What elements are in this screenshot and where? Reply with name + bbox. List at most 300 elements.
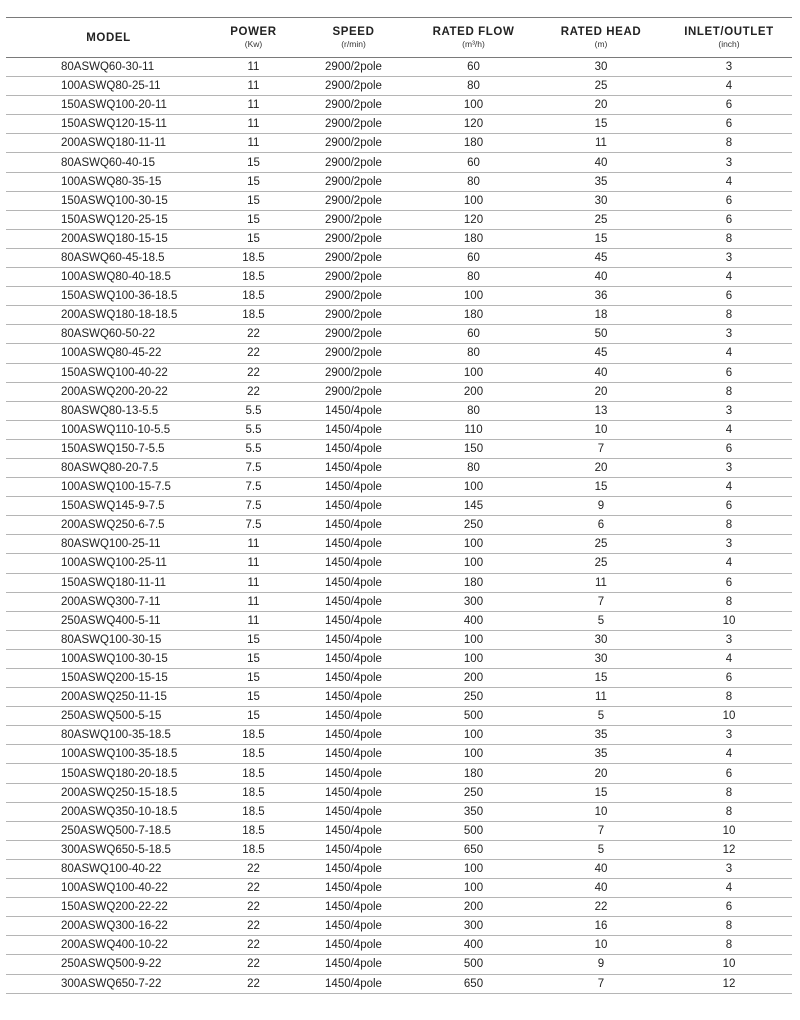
- cell-power: 11: [211, 96, 296, 115]
- cell-model: 150ASWQ180-11-11: [6, 573, 211, 592]
- cell-model: 100ASWQ80-35-15: [6, 172, 211, 191]
- table-row: [6, 382, 792, 401]
- cell-model: 150ASWQ180-20-18.5: [6, 764, 211, 783]
- table-row: [6, 439, 792, 458]
- cell-model: 150ASWQ200-15-15: [6, 669, 211, 688]
- table-row: [6, 707, 792, 726]
- cell-model: 100ASWQ100-35-18.5: [6, 745, 211, 764]
- cell-inlet-outlet: 8: [666, 229, 792, 248]
- cell-speed: 1450/4pole: [296, 535, 411, 554]
- table-row: [6, 344, 792, 363]
- header-inlet-outlet: [666, 18, 792, 58]
- cell-rated-head: 45: [536, 248, 666, 267]
- table-row: [6, 745, 792, 764]
- table-row: [6, 363, 792, 382]
- cell-power: 18.5: [211, 287, 296, 306]
- table-row: [6, 497, 792, 516]
- cell-speed: 2900/2pole: [296, 153, 411, 172]
- table-row: [6, 821, 792, 840]
- cell-speed: 1450/4pole: [296, 936, 411, 955]
- cell-speed: 1450/4pole: [296, 554, 411, 573]
- cell-rated-head: 20: [536, 764, 666, 783]
- cell-power: 18.5: [211, 306, 296, 325]
- cell-power: 11: [211, 592, 296, 611]
- cell-rated-flow: 250: [411, 688, 536, 707]
- cell-speed: 1450/4pole: [296, 898, 411, 917]
- cell-inlet-outlet: 4: [666, 879, 792, 898]
- cell-model: 200ASWQ300-16-22: [6, 917, 211, 936]
- header-label: MODEL: [86, 31, 131, 44]
- table-row: [6, 917, 792, 936]
- cell-rated-flow: 350: [411, 802, 536, 821]
- cell-rated-head: 7: [536, 439, 666, 458]
- header-unit: (m): [594, 39, 608, 49]
- cell-speed: 2900/2pole: [296, 191, 411, 210]
- cell-rated-flow: 180: [411, 306, 536, 325]
- cell-power: 22: [211, 325, 296, 344]
- cell-inlet-outlet: 6: [666, 669, 792, 688]
- cell-rated-head: 6: [536, 516, 666, 535]
- table-row: [6, 172, 792, 191]
- cell-rated-head: 30: [536, 649, 666, 668]
- cell-power: 15: [211, 153, 296, 172]
- cell-rated-flow: 500: [411, 821, 536, 840]
- cell-inlet-outlet: 3: [666, 726, 792, 745]
- cell-inlet-outlet: 8: [666, 592, 792, 611]
- cell-model: 80ASWQ80-20-7.5: [6, 458, 211, 477]
- cell-model: 80ASWQ60-45-18.5: [6, 248, 211, 267]
- cell-rated-head: 15: [536, 229, 666, 248]
- cell-speed: 2900/2pole: [296, 134, 411, 153]
- header-label: RATED FLOW: [432, 26, 515, 38]
- cell-speed: 1450/4pole: [296, 859, 411, 878]
- cell-inlet-outlet: 3: [666, 153, 792, 172]
- cell-power: 18.5: [211, 783, 296, 802]
- cell-rated-head: 30: [536, 191, 666, 210]
- table-row: [6, 592, 792, 611]
- header-unit: (inch): [718, 39, 740, 49]
- cell-rated-head: 25: [536, 77, 666, 96]
- cell-power: 22: [211, 936, 296, 955]
- cell-power: 15: [211, 688, 296, 707]
- table-row: [6, 96, 792, 115]
- cell-rated-flow: 650: [411, 974, 536, 993]
- cell-power: 15: [211, 707, 296, 726]
- cell-rated-head: 11: [536, 573, 666, 592]
- cell-speed: 1450/4pole: [296, 592, 411, 611]
- cell-model: 80ASWQ100-25-11: [6, 535, 211, 554]
- cell-power: 7.5: [211, 478, 296, 497]
- cell-rated-flow: 400: [411, 936, 536, 955]
- cell-rated-head: 11: [536, 688, 666, 707]
- table-row: [6, 191, 792, 210]
- cell-power: 7.5: [211, 458, 296, 477]
- cell-rated-flow: 120: [411, 210, 536, 229]
- cell-speed: 1450/4pole: [296, 649, 411, 668]
- cell-rated-flow: 100: [411, 191, 536, 210]
- cell-rated-head: 25: [536, 554, 666, 573]
- cell-rated-head: 13: [536, 401, 666, 420]
- cell-power: 22: [211, 382, 296, 401]
- cell-rated-flow: 180: [411, 764, 536, 783]
- cell-rated-head: 45: [536, 344, 666, 363]
- cell-inlet-outlet: 8: [666, 134, 792, 153]
- cell-speed: 2900/2pole: [296, 77, 411, 96]
- table-row: [6, 898, 792, 917]
- cell-rated-flow: 300: [411, 917, 536, 936]
- cell-speed: 1450/4pole: [296, 401, 411, 420]
- cell-model: 250ASWQ500-9-22: [6, 955, 211, 974]
- cell-model: 250ASWQ500-5-15: [6, 707, 211, 726]
- cell-rated-flow: 250: [411, 516, 536, 535]
- header-power: [211, 18, 296, 58]
- header-unit: (m³/h): [462, 39, 485, 49]
- cell-speed: 1450/4pole: [296, 955, 411, 974]
- cell-rated-head: 10: [536, 420, 666, 439]
- cell-rated-head: 22: [536, 898, 666, 917]
- cell-speed: 1450/4pole: [296, 745, 411, 764]
- table-row: [6, 115, 792, 134]
- cell-speed: 2900/2pole: [296, 172, 411, 191]
- cell-inlet-outlet: 4: [666, 745, 792, 764]
- cell-rated-head: 20: [536, 458, 666, 477]
- cell-inlet-outlet: 8: [666, 936, 792, 955]
- cell-model: 200ASWQ180-11-11: [6, 134, 211, 153]
- cell-rated-head: 9: [536, 955, 666, 974]
- table-row: [6, 478, 792, 497]
- cell-rated-head: 5: [536, 840, 666, 859]
- table-row: [6, 573, 792, 592]
- cell-inlet-outlet: 10: [666, 955, 792, 974]
- cell-rated-head: 5: [536, 611, 666, 630]
- table-row: [6, 325, 792, 344]
- cell-speed: 1450/4pole: [296, 879, 411, 898]
- cell-rated-flow: 100: [411, 726, 536, 745]
- cell-rated-head: 16: [536, 917, 666, 936]
- cell-power: 11: [211, 77, 296, 96]
- cell-power: 22: [211, 344, 296, 363]
- cell-model: 100ASWQ100-25-11: [6, 554, 211, 573]
- table-row: [6, 306, 792, 325]
- cell-rated-flow: 110: [411, 420, 536, 439]
- cell-power: 15: [211, 649, 296, 668]
- cell-rated-head: 36: [536, 287, 666, 306]
- cell-inlet-outlet: 12: [666, 974, 792, 993]
- cell-rated-flow: 250: [411, 783, 536, 802]
- cell-inlet-outlet: 6: [666, 363, 792, 382]
- cell-model: 80ASWQ80-13-5.5: [6, 401, 211, 420]
- cell-speed: 1450/4pole: [296, 707, 411, 726]
- cell-inlet-outlet: 3: [666, 58, 792, 77]
- cell-rated-flow: 100: [411, 287, 536, 306]
- cell-rated-flow: 60: [411, 153, 536, 172]
- cell-rated-head: 35: [536, 726, 666, 745]
- cell-speed: 1450/4pole: [296, 917, 411, 936]
- cell-rated-flow: 500: [411, 707, 536, 726]
- cell-rated-flow: 200: [411, 669, 536, 688]
- cell-inlet-outlet: 4: [666, 554, 792, 573]
- cell-power: 22: [211, 363, 296, 382]
- cell-model: 250ASWQ400-5-11: [6, 611, 211, 630]
- table-row: [6, 229, 792, 248]
- cell-rated-head: 30: [536, 630, 666, 649]
- cell-rated-head: 15: [536, 115, 666, 134]
- cell-inlet-outlet: 4: [666, 344, 792, 363]
- table-row: [6, 77, 792, 96]
- cell-rated-head: 50: [536, 325, 666, 344]
- cell-rated-flow: 300: [411, 592, 536, 611]
- cell-model: 80ASWQ60-40-15: [6, 153, 211, 172]
- cell-rated-head: 5: [536, 707, 666, 726]
- cell-inlet-outlet: 8: [666, 382, 792, 401]
- cell-power: 18.5: [211, 745, 296, 764]
- cell-model: 100ASWQ110-10-5.5: [6, 420, 211, 439]
- table-row: [6, 840, 792, 859]
- cell-rated-flow: 80: [411, 172, 536, 191]
- cell-speed: 2900/2pole: [296, 58, 411, 77]
- cell-inlet-outlet: 8: [666, 783, 792, 802]
- cell-rated-flow: 180: [411, 134, 536, 153]
- cell-inlet-outlet: 6: [666, 191, 792, 210]
- cell-model: 80ASWQ100-40-22: [6, 859, 211, 878]
- cell-model: 150ASWQ100-40-22: [6, 363, 211, 382]
- cell-speed: 2900/2pole: [296, 325, 411, 344]
- cell-speed: 2900/2pole: [296, 248, 411, 267]
- cell-model: 80ASWQ60-30-11: [6, 58, 211, 77]
- cell-model: 150ASWQ120-15-11: [6, 115, 211, 134]
- cell-power: 18.5: [211, 726, 296, 745]
- cell-speed: 1450/4pole: [296, 764, 411, 783]
- header-label: POWER: [230, 26, 277, 38]
- table-row: [6, 248, 792, 267]
- cell-rated-flow: 60: [411, 248, 536, 267]
- cell-power: 15: [211, 630, 296, 649]
- cell-rated-flow: 60: [411, 325, 536, 344]
- cell-speed: 1450/4pole: [296, 821, 411, 840]
- table-row: [6, 726, 792, 745]
- cell-rated-flow: 145: [411, 497, 536, 516]
- cell-inlet-outlet: 6: [666, 439, 792, 458]
- cell-rated-flow: 100: [411, 630, 536, 649]
- cell-power: 11: [211, 115, 296, 134]
- table-row: [6, 268, 792, 287]
- cell-inlet-outlet: 3: [666, 458, 792, 477]
- cell-power: 22: [211, 898, 296, 917]
- cell-rated-flow: 100: [411, 859, 536, 878]
- cell-speed: 1450/4pole: [296, 783, 411, 802]
- cell-speed: 1450/4pole: [296, 420, 411, 439]
- cell-speed: 2900/2pole: [296, 306, 411, 325]
- cell-rated-head: 25: [536, 210, 666, 229]
- cell-speed: 1450/4pole: [296, 974, 411, 993]
- cell-inlet-outlet: 6: [666, 497, 792, 516]
- header-label: INLET/OUTLET: [684, 26, 774, 38]
- table-row: [6, 420, 792, 439]
- cell-model: 100ASWQ100-15-7.5: [6, 478, 211, 497]
- cell-rated-head: 15: [536, 478, 666, 497]
- table-row: [6, 458, 792, 477]
- cell-power: 22: [211, 955, 296, 974]
- cell-power: 5.5: [211, 401, 296, 420]
- pump-spec-table: [6, 17, 792, 994]
- cell-rated-head: 35: [536, 745, 666, 764]
- cell-rated-head: 10: [536, 936, 666, 955]
- cell-power: 11: [211, 535, 296, 554]
- cell-model: 200ASWQ180-15-15: [6, 229, 211, 248]
- cell-inlet-outlet: 6: [666, 210, 792, 229]
- cell-model: 150ASWQ200-22-22: [6, 898, 211, 917]
- table-row: [6, 630, 792, 649]
- cell-inlet-outlet: 12: [666, 840, 792, 859]
- cell-rated-flow: 100: [411, 745, 536, 764]
- cell-rated-head: 10: [536, 802, 666, 821]
- cell-rated-head: 35: [536, 172, 666, 191]
- header-label: RATED HEAD: [560, 26, 642, 38]
- cell-speed: 1450/4pole: [296, 688, 411, 707]
- cell-power: 11: [211, 611, 296, 630]
- header-model: [6, 18, 211, 58]
- cell-rated-flow: 500: [411, 955, 536, 974]
- cell-power: 5.5: [211, 420, 296, 439]
- table-row: [6, 134, 792, 153]
- table-row: [6, 535, 792, 554]
- cell-model: 200ASWQ180-18-18.5: [6, 306, 211, 325]
- cell-speed: 1450/4pole: [296, 611, 411, 630]
- cell-power: 15: [211, 191, 296, 210]
- cell-power: 22: [211, 879, 296, 898]
- cell-inlet-outlet: 8: [666, 802, 792, 821]
- cell-rated-head: 9: [536, 497, 666, 516]
- cell-rated-flow: 60: [411, 58, 536, 77]
- cell-power: 18.5: [211, 268, 296, 287]
- cell-power: 7.5: [211, 497, 296, 516]
- cell-rated-flow: 100: [411, 363, 536, 382]
- cell-speed: 2900/2pole: [296, 363, 411, 382]
- cell-rated-flow: 100: [411, 879, 536, 898]
- cell-model: 150ASWQ145-9-7.5: [6, 497, 211, 516]
- cell-rated-flow: 100: [411, 649, 536, 668]
- table-row: [6, 802, 792, 821]
- table-row: [6, 936, 792, 955]
- cell-rated-head: 7: [536, 592, 666, 611]
- cell-power: 11: [211, 134, 296, 153]
- cell-speed: 1450/4pole: [296, 516, 411, 535]
- table-row: [6, 401, 792, 420]
- cell-inlet-outlet: 4: [666, 478, 792, 497]
- cell-power: 22: [211, 859, 296, 878]
- cell-inlet-outlet: 4: [666, 420, 792, 439]
- table-row: [6, 879, 792, 898]
- cell-model: 100ASWQ100-30-15: [6, 649, 211, 668]
- cell-model: 150ASWQ100-30-15: [6, 191, 211, 210]
- cell-speed: 1450/4pole: [296, 726, 411, 745]
- cell-inlet-outlet: 3: [666, 859, 792, 878]
- table-row: [6, 649, 792, 668]
- cell-rated-head: 40: [536, 859, 666, 878]
- cell-rated-flow: 100: [411, 535, 536, 554]
- cell-model: 200ASWQ400-10-22: [6, 936, 211, 955]
- cell-rated-head: 40: [536, 879, 666, 898]
- cell-power: 18.5: [211, 821, 296, 840]
- cell-inlet-outlet: 8: [666, 516, 792, 535]
- cell-rated-flow: 100: [411, 96, 536, 115]
- cell-rated-head: 30: [536, 58, 666, 77]
- cell-inlet-outlet: 3: [666, 630, 792, 649]
- cell-inlet-outlet: 4: [666, 268, 792, 287]
- table-row: [6, 688, 792, 707]
- cell-power: 11: [211, 554, 296, 573]
- cell-inlet-outlet: 4: [666, 172, 792, 191]
- cell-rated-flow: 200: [411, 382, 536, 401]
- cell-model: 150ASWQ100-20-11: [6, 96, 211, 115]
- cell-power: 18.5: [211, 840, 296, 859]
- cell-rated-head: 40: [536, 363, 666, 382]
- cell-rated-flow: 80: [411, 344, 536, 363]
- header-label: SPEED: [332, 26, 375, 38]
- cell-rated-flow: 80: [411, 458, 536, 477]
- cell-speed: 2900/2pole: [296, 344, 411, 363]
- cell-rated-flow: 400: [411, 611, 536, 630]
- cell-inlet-outlet: 8: [666, 688, 792, 707]
- cell-speed: 2900/2pole: [296, 115, 411, 134]
- cell-rated-head: 18: [536, 306, 666, 325]
- cell-speed: 1450/4pole: [296, 458, 411, 477]
- cell-speed: 1450/4pole: [296, 669, 411, 688]
- cell-rated-flow: 100: [411, 478, 536, 497]
- cell-rated-flow: 180: [411, 229, 536, 248]
- cell-inlet-outlet: 6: [666, 115, 792, 134]
- cell-model: 100ASWQ80-40-18.5: [6, 268, 211, 287]
- cell-speed: 2900/2pole: [296, 210, 411, 229]
- table-row: [6, 58, 792, 77]
- cell-power: 18.5: [211, 764, 296, 783]
- cell-speed: 2900/2pole: [296, 382, 411, 401]
- cell-model: 250ASWQ500-7-18.5: [6, 821, 211, 840]
- cell-power: 11: [211, 58, 296, 77]
- cell-rated-flow: 100: [411, 554, 536, 573]
- table-row: [6, 859, 792, 878]
- cell-rated-flow: 180: [411, 573, 536, 592]
- cell-model: 300ASWQ650-5-18.5: [6, 840, 211, 859]
- cell-model: 80ASWQ100-30-15: [6, 630, 211, 649]
- cell-rated-head: 25: [536, 535, 666, 554]
- cell-rated-head: 20: [536, 96, 666, 115]
- cell-power: 11: [211, 573, 296, 592]
- cell-power: 15: [211, 172, 296, 191]
- cell-rated-head: 11: [536, 134, 666, 153]
- table-row: [6, 554, 792, 573]
- table-body: [6, 58, 792, 994]
- cell-speed: 1450/4pole: [296, 630, 411, 649]
- cell-inlet-outlet: 3: [666, 535, 792, 554]
- cell-rated-head: 20: [536, 382, 666, 401]
- cell-power: 22: [211, 974, 296, 993]
- cell-speed: 1450/4pole: [296, 497, 411, 516]
- table-header: [6, 18, 792, 58]
- cell-inlet-outlet: 6: [666, 287, 792, 306]
- cell-rated-flow: 80: [411, 401, 536, 420]
- table-row: [6, 974, 792, 993]
- cell-power: 18.5: [211, 248, 296, 267]
- cell-speed: 2900/2pole: [296, 96, 411, 115]
- cell-inlet-outlet: 8: [666, 306, 792, 325]
- table-row: [6, 955, 792, 974]
- cell-speed: 2900/2pole: [296, 229, 411, 248]
- cell-speed: 2900/2pole: [296, 268, 411, 287]
- header-row: [6, 18, 792, 58]
- cell-rated-flow: 120: [411, 115, 536, 134]
- header-speed: [296, 18, 411, 58]
